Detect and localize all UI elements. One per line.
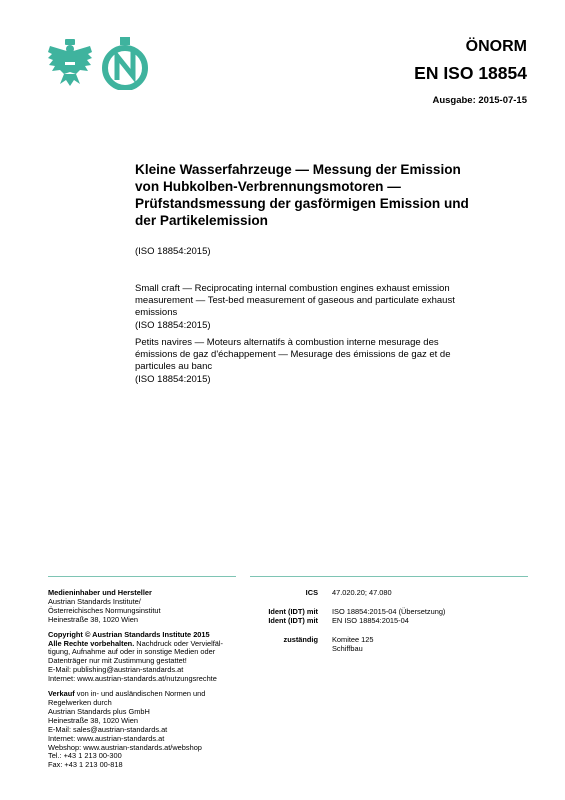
sales-internet: Internet: www.austrian-standards.at	[48, 733, 165, 743]
standard-number: EN ISO 18854	[414, 63, 527, 83]
publisher-heading: Medieninhaber und Hersteller	[48, 588, 152, 597]
metadata-table	[250, 589, 530, 654]
sales-line: von in- und ausländischen Normen und	[74, 689, 206, 699]
sales-line: Austrian Standards plus GmbH	[48, 706, 150, 716]
sales-heading: Verkauf	[48, 689, 75, 699]
title-english-line: (ISO 18854:2015)	[135, 319, 211, 331]
ident-label: Ident (IDT) mit	[268, 606, 318, 616]
copyright-line: tigung, Aufnahme auf oder in sonstige Medien oder	[48, 647, 216, 657]
divider-right	[250, 576, 528, 577]
copyright-heading: Copyright © Austrian Standards Institute 2015	[48, 629, 210, 639]
on-monogram-logo	[100, 36, 150, 90]
ics-label: ICS	[305, 588, 318, 597]
sales-fax: Fax: +43 1 213 00-818	[48, 760, 123, 770]
title-english-line: measurement — Test-bed measurement of gaseous and particulate exhaust	[135, 295, 455, 307]
title-french-line: émissions de gaz d'échappement — Mesurage des émissions de gaz et de	[135, 349, 451, 361]
title-german	[135, 161, 495, 229]
title-english	[135, 283, 465, 332]
publisher-line: Österreichisches Normungsinstitut	[48, 605, 161, 615]
title-french-line: Petits navires — Moteurs alternatifs à combustion interne mesurage des	[135, 337, 439, 348]
title-english-line: emissions	[135, 307, 178, 319]
title-german-line: Kleine Wasserfahrzeuge — Messung der Emission	[135, 162, 461, 177]
publisher-line: Austrian Standards Institute/	[48, 596, 141, 606]
sales-webshop: Webshop: www.austrian-standards.at/webshop	[48, 742, 202, 752]
sales-tel: Tel.: +43 1 213 00-300	[48, 751, 122, 761]
copyright-line: Datenträger nur mit Zustimmung gestattet!	[48, 656, 187, 666]
copyright-email: E-Mail: publishing@austrian-standards.at	[48, 665, 184, 675]
committee-label: zuständig	[283, 634, 318, 644]
copyright-line: Nachdruck oder Vervielfäl-	[134, 638, 223, 648]
divider-left	[48, 576, 236, 577]
title-french-line: particules au banc	[135, 361, 213, 373]
sales-line: Regelwerken durch	[48, 697, 112, 707]
publisher-info	[48, 589, 248, 776]
iso-reference: (ISO 18854:2015)	[135, 246, 211, 257]
ident-label: Ident (IDT) mit	[268, 615, 318, 625]
committee-number: Komitee 125	[332, 634, 374, 644]
ident-value: ISO 18854:2015-04 (Übersetzung)	[332, 606, 446, 616]
rights-reserved: Alle Rechte vorbehalten.	[48, 638, 135, 648]
title-french-line: (ISO 18854:2015)	[135, 373, 211, 385]
copyright-internet: Internet: www.austrian-standards.at/nutzungsrechte	[48, 674, 217, 684]
title-german-line: Prüfstandsmessung der gasförmigen Emission und	[135, 196, 469, 211]
title-english-line: Small craft — Reciprocating internal combustion engines exhaust emission	[135, 283, 450, 294]
ident-value: EN ISO 18854:2015-04	[332, 615, 409, 625]
standard-label: ÖNORM	[465, 38, 527, 55]
title-german-line: von Hubkolben-Verbrennungsmotoren —	[135, 179, 401, 194]
title-german-line: der Partikelemission	[135, 213, 268, 228]
sales-line: Heinestraße 38, 1020 Wien	[48, 715, 138, 725]
austrian-eagle-logo	[46, 38, 94, 88]
edition-date: Ausgabe: 2015-07-15	[432, 95, 527, 106]
sales-email: E-Mail: sales@austrian-standards.at	[48, 724, 168, 734]
publisher-line: Heinestraße 38, 1020 Wien	[48, 614, 138, 624]
ics-value: 47.020.20; 47.080	[332, 588, 392, 597]
title-french	[135, 337, 465, 386]
committee-name: Schiffbau	[332, 643, 363, 653]
